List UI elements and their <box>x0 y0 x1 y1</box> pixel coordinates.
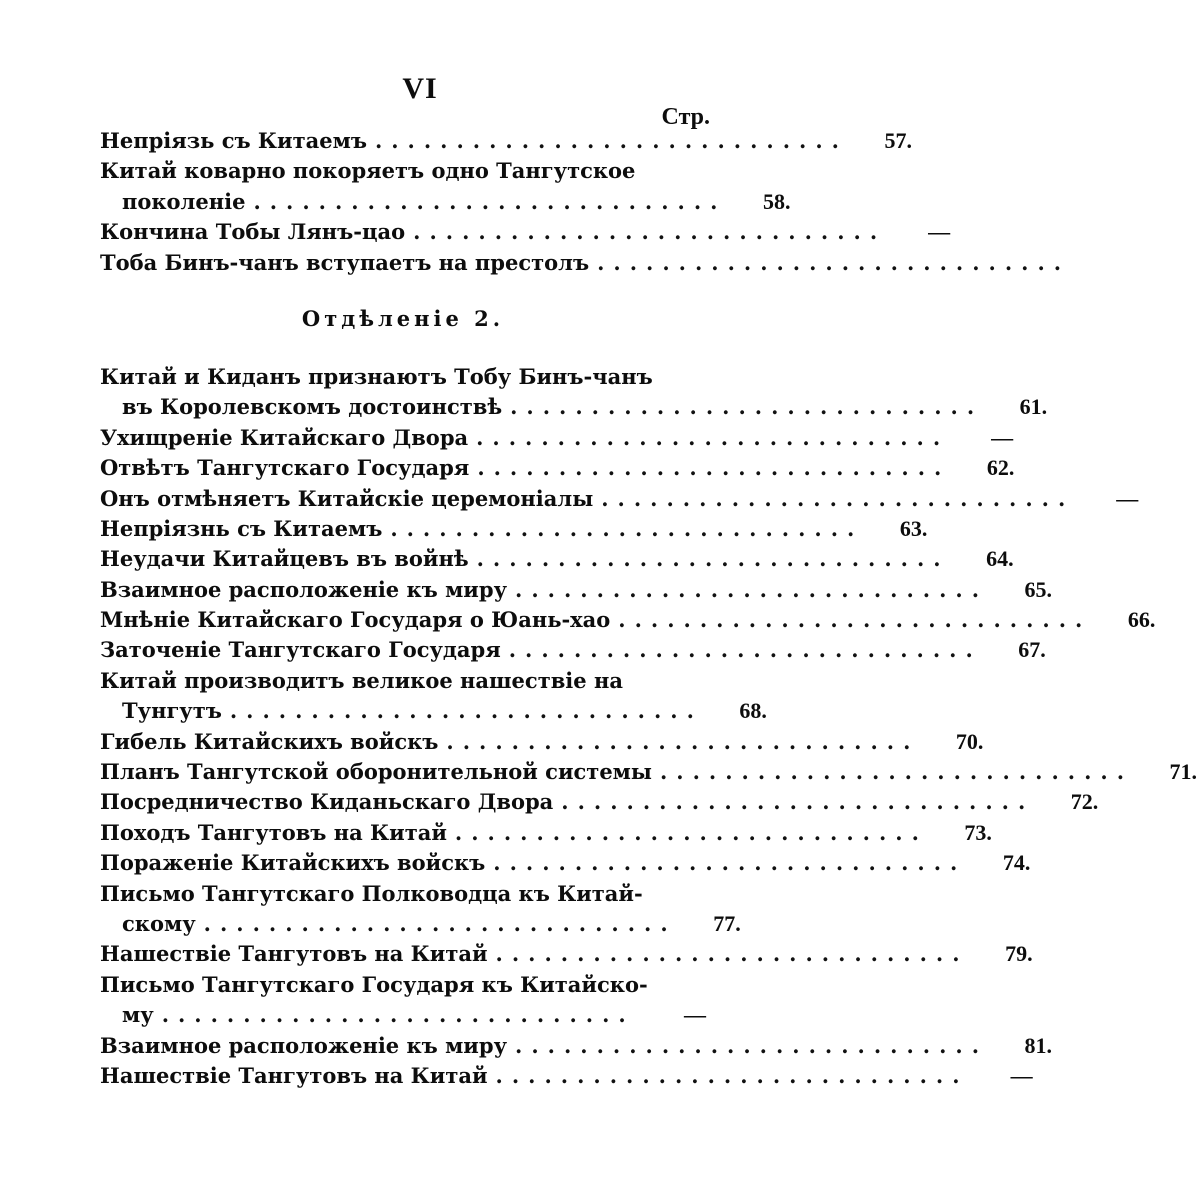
toc-entry-text: Непріязнь съ Китаемъ <box>100 515 383 541</box>
dot-leader: ............................. <box>161 1002 635 1028</box>
toc-entry-page: 74. <box>1002 850 1031 876</box>
toc-entry-text: Взаимное расположеніе къ миру <box>100 1032 508 1058</box>
toc-entry-text: Непріязь съ Китаемъ <box>100 128 367 153</box>
toc-entry-page: 73. <box>964 819 992 845</box>
toc-entry-page: 72. <box>1070 789 1099 815</box>
toc-entry-text: Планъ Тангутской оборонительной системы <box>100 759 652 785</box>
toc-entry-page: 64. <box>986 546 1014 572</box>
toc-entry-text: Отвѣтъ Тангутскаго Государя <box>100 455 470 481</box>
toc-entry-text: Заточеніе Тангутскаго Государя <box>100 637 501 663</box>
toc-entry-page: 71. <box>1169 759 1197 785</box>
dot-leader: ............................. <box>515 1032 989 1058</box>
toc-entry-line <box>100 217 951 247</box>
dot-leader: ............................. <box>601 485 1075 511</box>
toc-entry-text: Нашествіе Тангутовъ на Китай <box>100 941 488 967</box>
dot-leader: ............................. <box>446 728 920 754</box>
toc-entry <box>100 818 992 848</box>
dot-leader: ............................. <box>413 219 887 245</box>
toc-entry-line <box>100 787 1099 817</box>
toc-entry <box>100 970 706 1031</box>
toc-entry <box>100 605 1156 635</box>
toc-entry-page: 62. <box>986 455 1015 481</box>
dot-leader: ............................. <box>597 249 1071 275</box>
toc-entry-line <box>100 727 984 757</box>
toc-entry-text: му <box>122 1002 154 1028</box>
toc-entry-page: 63. <box>899 515 928 541</box>
toc-entry <box>100 635 1046 665</box>
toc-entry-line <box>100 848 1031 878</box>
toc-entry-line <box>100 156 706 186</box>
toc-entry <box>100 544 1014 574</box>
toc-entry-line <box>100 248 1071 278</box>
toc-entry-text: Тунгутъ <box>122 698 222 724</box>
toc-entry <box>100 362 1048 423</box>
toc-entry <box>100 879 741 940</box>
dot-leader: ............................. <box>477 455 951 481</box>
dot-leader: ............................. <box>229 698 703 724</box>
toc-entry-line <box>100 187 791 217</box>
toc-entry-text: Письмо Тангутскаго Государя къ Китайско- <box>100 971 648 997</box>
toc-entry-page: — <box>991 424 1014 450</box>
toc-entry-line <box>100 362 706 392</box>
toc-entry <box>100 156 791 217</box>
toc-entry-line <box>100 1061 1033 1091</box>
toc-entry-page: 81. <box>1024 1032 1053 1058</box>
toc-entry-line <box>100 423 1014 453</box>
dot-leader: ............................. <box>515 576 989 602</box>
toc-entry-page: — <box>1010 1062 1033 1088</box>
dot-leader: ............................. <box>508 637 982 663</box>
toc-entry <box>100 757 1197 787</box>
toc-entry-text: Походъ Тангутовъ на Китай <box>100 819 447 845</box>
toc-entry-page: 68. <box>739 698 767 724</box>
toc-entry-line <box>100 514 928 544</box>
toc-entry-text: скому <box>122 910 196 936</box>
dot-leader: ............................. <box>390 515 864 541</box>
toc-entry-line <box>100 757 1197 787</box>
toc-entry-line <box>100 605 1156 635</box>
toc-entry-page: — <box>928 219 951 245</box>
dot-leader: ............................. <box>493 850 967 876</box>
toc-entry-line <box>100 970 706 1000</box>
toc-entry-line <box>100 1031 1053 1061</box>
toc-entry-text: Кончина Тобы Лянъ-цао <box>100 219 406 245</box>
toc-entry-page: 58. <box>762 188 791 214</box>
toc-entry-page: — <box>684 1002 706 1028</box>
page-column-header: Стр. <box>661 104 710 130</box>
toc-entry <box>100 126 912 156</box>
toc-entry-text: Пораженіе Китайскихъ войскъ <box>100 850 486 876</box>
toc-entry-text: въ Королевскомъ достоинствѣ <box>122 394 503 420</box>
dot-leader: ............................. <box>476 424 950 450</box>
toc-entry-page: 67. <box>1018 637 1046 663</box>
toc-part-1 <box>100 126 1071 278</box>
dot-leader: ............................. <box>203 910 677 936</box>
toc-entry-line <box>100 879 706 909</box>
toc-entry-page: — <box>1116 485 1139 511</box>
dot-leader: ............................. <box>476 546 950 572</box>
dot-leader: ............................. <box>618 607 1092 633</box>
toc-entry-text: Нашествіе Тангутовъ на Китай <box>100 1062 488 1088</box>
toc-entry-text: Гибель Китайскихъ войскъ <box>100 728 439 754</box>
toc-entry-text: Посредничество Киданьскаго Двора <box>100 789 554 815</box>
toc-entry-text: Ухищреніе Китайскаго Двора <box>100 424 469 450</box>
toc-entry-page: 79. <box>1005 941 1033 967</box>
dot-leader: ............................. <box>495 941 969 967</box>
toc-entry-page: 65. <box>1024 576 1053 602</box>
toc-entry-line <box>100 635 1046 665</box>
toc-entry-text: Китай производитъ великое нашествіе на <box>100 667 623 693</box>
toc-entry-line <box>100 484 1139 514</box>
toc-entry-line <box>100 666 706 696</box>
dot-leader: ............................. <box>659 759 1134 785</box>
toc-entry-line <box>100 939 1033 969</box>
toc-entry <box>100 217 951 247</box>
toc-entry-page: 77. <box>713 910 741 936</box>
dot-leader: ............................. <box>374 128 848 153</box>
toc-entry <box>100 1061 1033 1091</box>
toc-entry-text: поколеніе <box>122 188 246 214</box>
toc-entry-text: Китай коварно покоряетъ одно Тангутское <box>100 158 636 184</box>
toc-entry-line <box>100 696 767 726</box>
toc-entry-text: Китай и Киданъ признаютъ Тобу Бинъ-чанъ <box>100 363 653 389</box>
toc-entry-page: 66. <box>1127 607 1156 633</box>
page-number: VI <box>402 72 438 105</box>
toc-entry-line <box>100 453 1015 483</box>
toc-part-2 <box>100 362 1197 1091</box>
toc-entry <box>100 453 1015 483</box>
toc-entry-text: Взаимное расположеніе къ миру <box>100 576 508 602</box>
toc-entry <box>100 787 1099 817</box>
toc-entry <box>100 248 1071 278</box>
toc-entry <box>100 848 1031 878</box>
toc-entry-text: Неудачи Китайцевъ въ войнѣ <box>100 546 469 572</box>
toc-entry-line <box>100 1000 706 1030</box>
toc-entry-line <box>100 909 741 939</box>
toc-entry <box>100 484 1139 514</box>
toc-entry-text: Мнѣніе Китайскаго Государя о Юань-хао <box>100 607 611 633</box>
toc-entry-text: Письмо Тангутскаго Полководца къ Китай- <box>100 880 643 906</box>
toc-entry-text: Онъ отмѣняетъ Китайскіе церемоніалы <box>100 485 594 511</box>
section-title: Отдѣленіе 2. <box>301 305 505 331</box>
dot-leader: ............................. <box>495 1062 969 1088</box>
toc-entry-line <box>100 544 1014 574</box>
toc-entry-line <box>100 818 992 848</box>
dot-leader: ............................. <box>510 394 984 420</box>
toc-entry-page: 70. <box>955 728 984 754</box>
toc-entry <box>100 939 1033 969</box>
toc-entry-line <box>100 575 1053 605</box>
table-of-contents <box>100 126 1197 1091</box>
toc-entry <box>100 727 984 757</box>
dot-leader: ............................. <box>454 819 928 845</box>
toc-entry-text: Тоба Бинъ-чанъ вступаетъ на престолъ <box>100 249 590 275</box>
toc-entry-page: 57. <box>884 128 912 153</box>
dot-leader: ............................. <box>561 789 1035 815</box>
toc-entry <box>100 575 1053 605</box>
toc-entry-page: 61. <box>1019 394 1048 420</box>
dot-leader: ............................. <box>253 188 727 214</box>
toc-entry <box>100 423 1014 453</box>
toc-entry-line <box>100 126 912 156</box>
toc-entry-line <box>100 392 1048 422</box>
toc-entry <box>100 1031 1053 1061</box>
toc-entry <box>100 514 928 544</box>
toc-entry <box>100 666 767 727</box>
